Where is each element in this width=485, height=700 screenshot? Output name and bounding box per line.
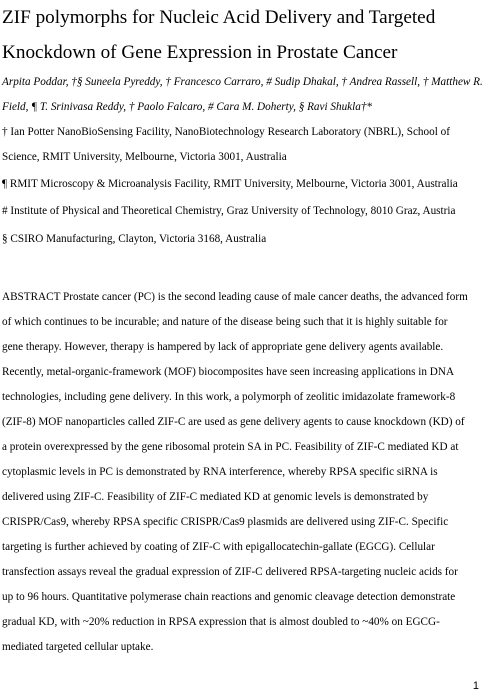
affiliation-rmit-nbrl [2,120,483,170]
abstract-line: cytoplasmic levels in PC is demonstrated by RNA interference, whereby RPSA specific siRNA is [2,466,438,478]
abstract-line: mediated targeted cellular uptake. [2,641,154,653]
abstract-line: a protein overexpressed by the gene ribosomal protein SA in PC. Feasibility of ZIF-C mediated KD at [2,441,459,453]
abstract-line: gene therapy. However, therapy is hampered by lack of appropriate gene delivery agents available. [2,341,444,353]
abstract [2,285,483,660]
abstract-line: (ZIF-8) MOF nanoparticles called ZIF-C are used as gene delivery agents to cause knockdown (KD) of [2,416,465,428]
abstract-line: targeting is further achieved by coating of ZIF-C with epigallocatechin-gallate (EGCG). Cellular [2,541,435,553]
abstract-line: delivered using ZIF-C. Feasibility of ZIF-C mediated KD at genomic levels is demonstrated by [2,491,429,503]
abstract-line: technologies, including gene delivery. In this work, a polymorph of zeolitic imidazolate framework-8 [2,391,456,403]
abstract-line: CRISPR/Cas9, whereby RPSA specific CRISPR/Cas9 plasmids are delivered using ZIF-C. Specific [2,516,449,528]
affiliation-line: Science, RMIT University, Melbourne, Victoria 3001, Australia [2,151,287,163]
abstract-line: gradual KD, with ~20% reduction in RPSA expression that is almost doubled to ~40% on EGCG- [2,616,440,628]
author-list [2,70,482,120]
paper-title [2,0,482,70]
affiliation-line: † Ian Potter NanoBioSensing Facility, NanoBiotechnology Research Laboratory (NBRL), School of [2,126,450,138]
author-line: Arpita Poddar, †§ Suneela Pyreddy, † Francesco Carraro, # Sudip Dhakal, † Andrea Rassell, † Matthew R. [2,76,483,88]
affiliation-line: § CSIRO Manufacturing, Clayton, Victoria 3168, Australia [2,233,267,245]
affiliation-csiro [2,227,483,252]
abstract-line: of which continues to be incurable; and nature of the disease being such that it is highly suitable for [2,316,448,328]
title-line: Knockdown of Gene Expression in Prostate Cancer [2,42,398,63]
page-number: 1 [472,680,479,692]
affiliation-rmit-microscopy [2,172,483,197]
affiliation-line: ¶ RMIT Microscopy & Microanalysis Facility, RMIT University, Melbourne, Victoria 3001, Australia [2,178,458,190]
author-line: Field, ¶ T. Srinivasa Reddy, † Paolo Falcaro, # Cara M. Doherty, § Ravi Shukla†* [2,101,373,113]
affiliation-line: # Institute of Physical and Theoretical Chemistry, Graz University of Technology, 8010 Graz, Austria [2,205,456,217]
title-line: ZIF polymorphs for Nucleic Acid Delivery and Targeted [2,7,436,28]
abstract-line: transfection assays reveal the gradual expression of ZIF-C delivered RPSA-targeting nucleic acids for [2,566,458,578]
abstract-line: Recently, metal-organic-framework (MOF) biocomposites have seen increasing applications in DNA [2,366,455,378]
abstract-line: ABSTRACT Prostate cancer (PC) is the second leading cause of male cancer deaths, the advanced form [2,291,468,303]
abstract-line: up to 96 hours. Quantitative polymerase chain reactions and genomic cleavage detection demonstrate [2,591,456,603]
affiliation-graz [2,199,483,224]
